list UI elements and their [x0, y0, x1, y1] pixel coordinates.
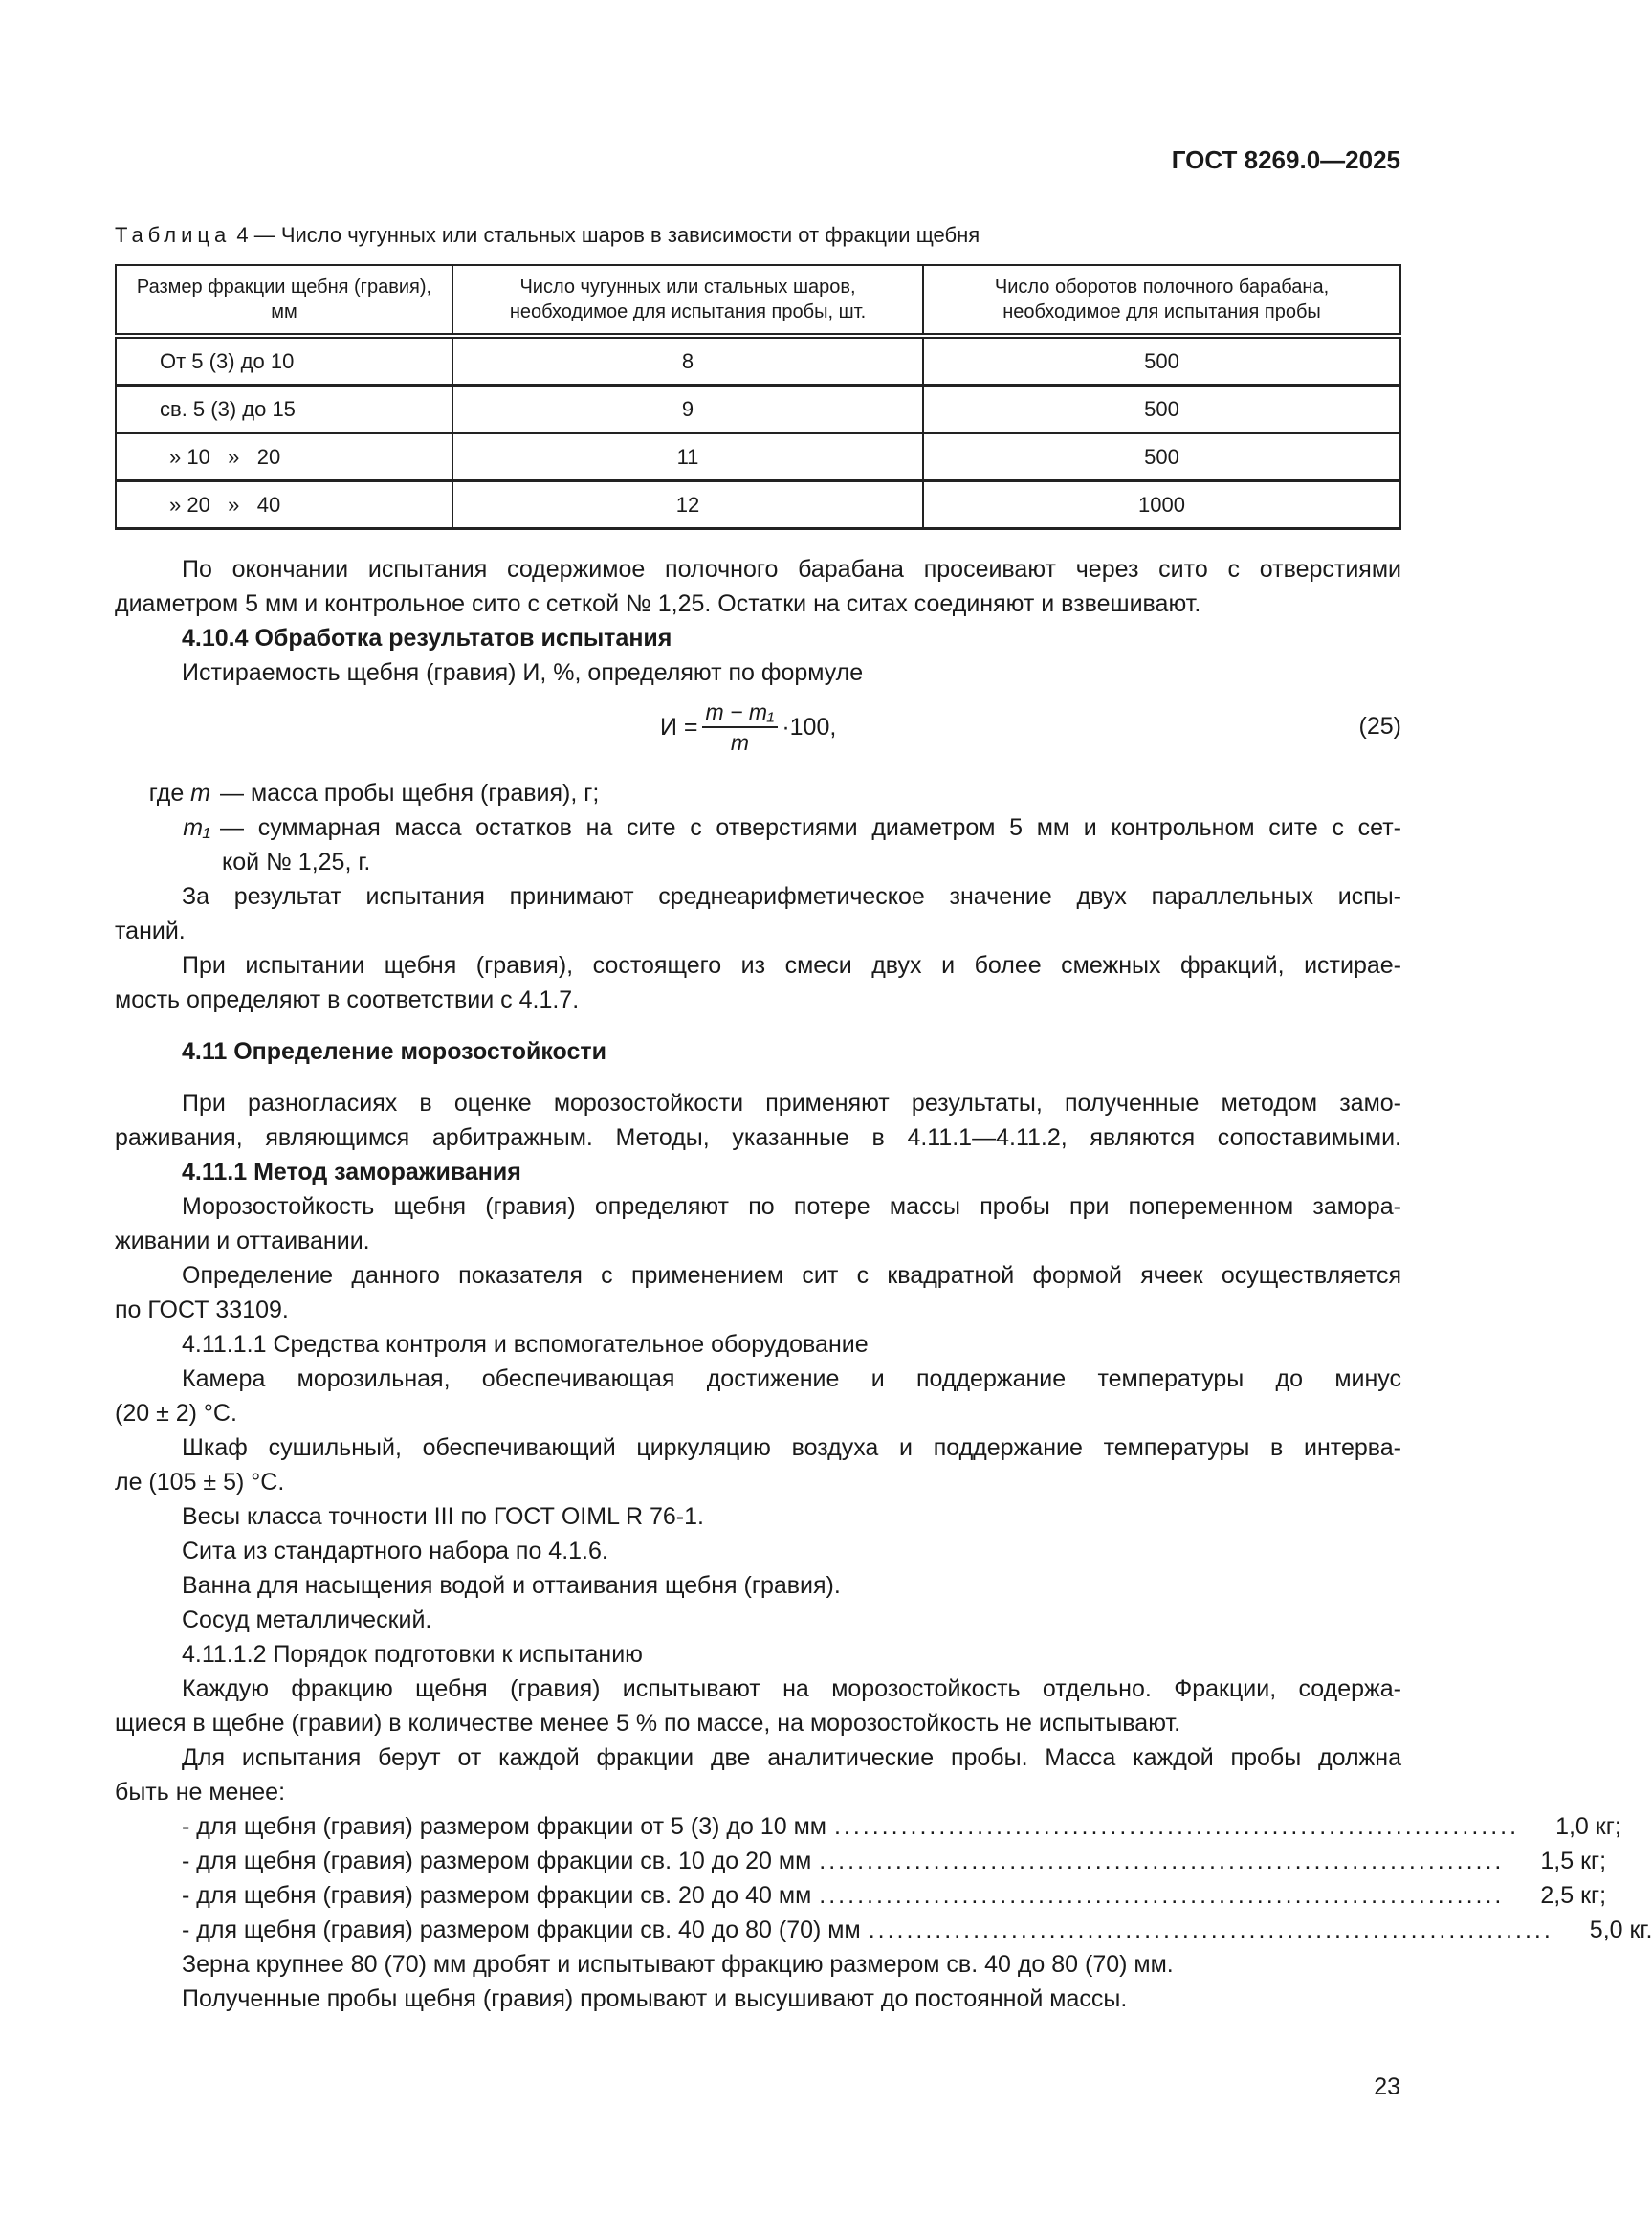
cell-fraction: » 20 » 40	[116, 481, 452, 529]
where-description: — масса пробы щебня (гравия), г;	[220, 780, 600, 807]
paragraph-line: ле (105 ± 5) °С.	[115, 1469, 285, 1496]
paragraph-line: Истираемость щебня (гравия) И, %, определяют по формуле	[182, 659, 864, 686]
section-heading: 4.10.4 Обработка результатов испытания	[182, 625, 672, 652]
where-symbol	[115, 776, 220, 810]
paragraph-line: Сита из стандартного набора по 4.1.6.	[182, 1538, 608, 1564]
where-continuation: кой № 1,25, г.	[222, 849, 371, 875]
cell-balls: 11	[452, 433, 923, 481]
section-heading: 4.11 Определение морозостойкости	[182, 1038, 606, 1065]
cell-balls: 8	[452, 336, 923, 386]
list-item	[115, 1809, 1621, 1844]
paragraph-line: Шкаф сушильный, обеспечивающий циркуляцию воздуха и поддержание температуры в интерва-	[182, 1434, 1401, 1461]
balls-table	[115, 264, 1401, 530]
list-item-label: - для щебня (гравия) размером фракции от 5 (3) до 10 мм	[182, 1813, 826, 1840]
table-row	[116, 336, 1400, 386]
section-heading: 4.11.1 Метод замораживания	[182, 1159, 521, 1185]
formula-25	[115, 690, 1401, 776]
paragraph-line: Для испытания берут от каждой фракции две аналитические пробы. Масса каждой пробы должна	[182, 1744, 1401, 1771]
formula-numerator: m − m₁	[702, 698, 779, 728]
paragraph-line: Весы класса точности III по ГОСТ OIML R 76-1.	[182, 1503, 704, 1530]
table-row	[116, 386, 1400, 433]
formula-expression	[660, 698, 836, 757]
cell-balls: 12	[452, 481, 923, 529]
paragraph-line: За результат испытания принимают среднеарифметическое значение двух параллельных испы-	[182, 883, 1401, 910]
paragraph-line: Камера морозильная, обеспечивающая достижение и поддержание температуры до минус	[182, 1365, 1401, 1392]
paragraph-line: Зерна крупнее 80 (70) мм дробят и испытывают фракцию размером св. 40 до 80 (70) мм.	[182, 1951, 1174, 1978]
subsection-heading: 4.11.1.1 Средства контроля и вспомогательное оборудование	[182, 1331, 869, 1358]
cell-revolutions: 1000	[923, 481, 1400, 529]
where-description: — суммарная масса остатков на сите с отверстиями диаметром 5 мм и контрольном сите с сет-	[220, 814, 1401, 841]
paragraph-line: быть не менее:	[115, 1779, 286, 1806]
list-item	[115, 1844, 1607, 1878]
subsection-heading: 4.11.1.2 Порядок подготовки к испытанию	[182, 1641, 643, 1668]
table-caption-title: 4 — Число чугунных или стальных шаров в зависимости от фракции щебня	[231, 223, 980, 247]
list-item-value: 2,5 кг;	[1540, 1882, 1607, 1909]
formula-fraction	[702, 698, 779, 757]
paragraph-line: Полученные пробы щебня (гравия) промывают и высушивают до постоянной массы.	[182, 1985, 1128, 2012]
col-header-revolutions: Число оборотов полочного барабана, необходимое для испытания пробы	[923, 265, 1400, 336]
dot-leader: ........................................................................	[819, 1882, 1505, 1909]
paragraph-line: щиеся в щебне (гравии) в количестве менее 5 % по массе, на морозостойкость не испытывают.	[115, 1710, 1181, 1737]
paragraph-line: При разногласиях в оценке морозостойкости применяют результаты, полученные методом замо-	[182, 1090, 1401, 1117]
where-prefix: где	[148, 780, 191, 807]
paragraph-line: Морозостойкость щебня (гравия) определяют по потере массы пробы при попеременном замора-	[182, 1193, 1401, 1220]
table-row	[116, 433, 1400, 481]
paragraph-line: Каждую фракцию щебня (гравия) испытывают на морозостойкость отдельно. Фракции, содержа-	[182, 1675, 1401, 1702]
cell-revolutions: 500	[923, 336, 1400, 386]
dot-leader: ........................................................................	[868, 1917, 1553, 1943]
where-item	[115, 810, 1401, 845]
symbol-m: m	[190, 780, 210, 807]
symbol-m1: m₁	[183, 814, 210, 841]
formula-lhs: И =	[660, 714, 698, 741]
paragraph-line: Сосуд металлический.	[182, 1606, 432, 1633]
paragraph-line: (20 ± 2) °С.	[115, 1400, 237, 1427]
list-item-label: - для щебня (гравия) размером фракции св. 20 до 40 мм	[182, 1882, 812, 1909]
cell-fraction: От 5 (3) до 10	[116, 336, 452, 386]
dot-leader: ........................................................................	[833, 1813, 1520, 1840]
formula-number: (25)	[1358, 713, 1401, 740]
cell-balls: 9	[452, 386, 923, 433]
paragraph-line: При испытании щебня (гравия), состоящего из смеси двух и более смежных фракций, истирае-	[182, 952, 1401, 979]
formula-rhs: ·100,	[782, 714, 837, 741]
list-item-value: 1,0 кг;	[1555, 1813, 1621, 1840]
table-caption	[115, 223, 980, 248]
paragraph-line: по ГОСТ 33109.	[115, 1296, 289, 1323]
list-item	[115, 1878, 1607, 1913]
where-desc-text: масса пробы щебня (гравия), г;	[250, 780, 600, 807]
paragraph-line: живании и оттаивании.	[115, 1228, 370, 1254]
paragraph-line: раживания, являющимся арбитражным. Методы, указанные в 4.11.1—4.11.2, являются сопоставимыми.	[115, 1124, 1401, 1151]
list-item-value: 1,5 кг;	[1540, 1848, 1607, 1874]
dot-leader: ........................................................................	[819, 1848, 1505, 1874]
col-header-balls: Число чугунных или стальных шаров, необходимое для испытания пробы, шт.	[452, 265, 923, 336]
paragraph-line: Ванна для насыщения водой и оттаивания щебня (гравия).	[182, 1572, 841, 1599]
paragraph-line: Определение данного показателя с применением сит с квадратной формой ячеек осуществляется	[182, 1262, 1401, 1289]
list-item-label: - для щебня (гравия) размером фракции св. 40 до 80 (70) мм	[182, 1917, 861, 1943]
where-item	[115, 776, 1401, 810]
cell-fraction: » 10 » 20	[116, 433, 452, 481]
table-row	[116, 481, 1400, 529]
col-header-fraction: Размер фракции щебня (гравия), мм	[116, 265, 452, 336]
paragraph-line: диаметром 5 мм и контрольное сито с сеткой № 1,25. Остатки на ситах соединяют и взвешивают.	[115, 590, 1201, 617]
document-id: ГОСТ 8269.0—2025	[1171, 145, 1400, 174]
formula-denominator: m	[730, 730, 749, 755]
paragraph-line: По окончании испытания содержимое полочного барабана просеивают через сито с отверстиями	[182, 556, 1401, 583]
paragraph-line: мость определяют в соответствии с 4.1.7.	[115, 986, 580, 1013]
cell-revolutions: 500	[923, 386, 1400, 433]
cell-fraction: св. 5 (3) до 15	[116, 386, 452, 433]
list-item-label: - для щебня (гравия) размером фракции св. 10 до 20 мм	[182, 1848, 812, 1874]
page-number: 23	[1374, 2073, 1400, 2100]
list-item	[115, 1913, 1652, 1947]
where-desc-text: суммарная масса остатков на сите с отверстиями диаметром 5 мм и контрольном сите с сет-	[257, 814, 1401, 841]
table-header-row	[116, 265, 1400, 336]
cell-revolutions: 500	[923, 433, 1400, 481]
paragraph-line: таний.	[115, 918, 186, 944]
document-body	[115, 552, 1652, 2016]
table-caption-prefix: Таблица	[115, 223, 231, 247]
list-item-value: 5,0 кг.	[1589, 1917, 1652, 1943]
